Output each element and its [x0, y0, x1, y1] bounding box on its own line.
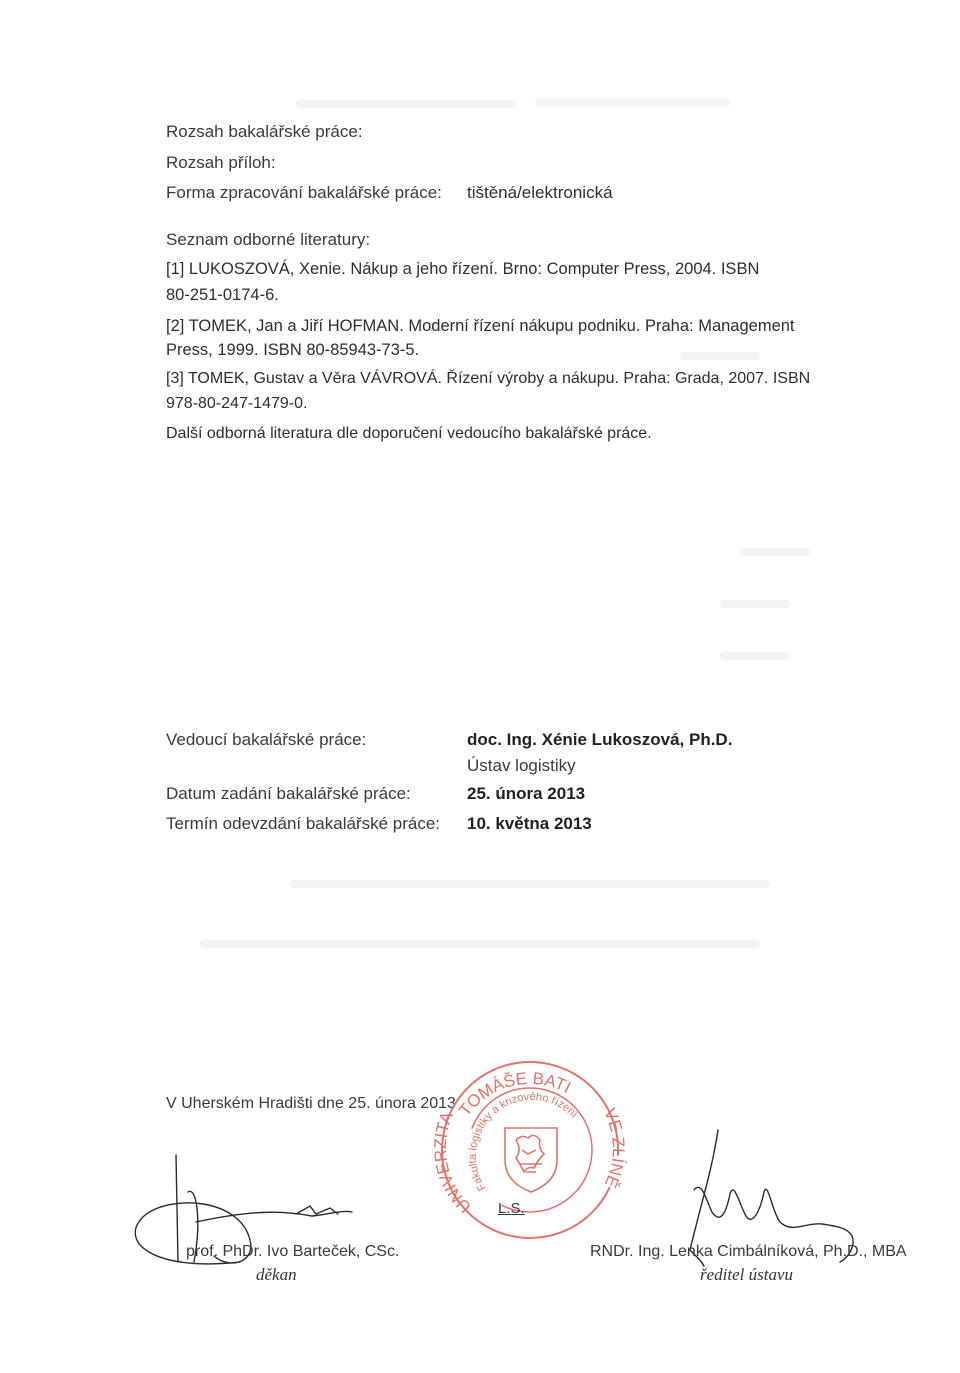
- literature-heading: Seznam odborné literatury:: [166, 230, 371, 249]
- place-date: V Uherském Hradišti dne 25. února 2013: [166, 1095, 456, 1112]
- reference-1-line-2: 80-251-0174-6.: [166, 286, 279, 304]
- reference-2-line-1: [2] TOMEK, Jan a Jiří HOFMAN. Moderní řízení nákupu podniku. Praha: Management: [166, 317, 795, 335]
- svg-text:TOMÁŠE BATI: TOMÁŠE BATI: [455, 1068, 575, 1120]
- ls-mark: L.S.: [498, 1200, 525, 1217]
- literature-note: Další odborná literatura dle doporučení vedoucího bakalářské práce.: [166, 425, 652, 442]
- reference-2-line-2: Press, 1999. ISBN 80-85943-73-5.: [166, 341, 420, 359]
- supervisor-department: Ústav logistiky: [467, 756, 576, 775]
- svg-text:Fakulta logistiky a krizového: Fakulta logistiky a krizového řízení: [466, 1090, 580, 1193]
- left-signature-stroke: [176, 1155, 178, 1262]
- svg-text:UNIVERZITA: UNIVERZITA: [430, 1109, 475, 1217]
- forma-label: Forma zpracování bakalářské práce:: [166, 183, 442, 202]
- supervisor-label: Vedoucí bakalářské práce:: [166, 730, 367, 749]
- dean-name: prof. PhDr. Ivo Barteček, CSc.: [186, 1243, 400, 1260]
- assigned-date-value: 25. února 2013: [467, 784, 586, 803]
- director-title: ředitel ústavu: [700, 1265, 794, 1284]
- rozsah-priloh-label: Rozsah příloh:: [166, 153, 276, 172]
- director-name: RNDr. Ing. Lenka Cimbálníková, Ph.D., MBA: [590, 1243, 907, 1260]
- due-date-label: Termín odevzdání bakalářské práce:: [166, 814, 441, 833]
- reference-1-line-1: [1] LUKOSZOVÁ, Xenie. Nákup a jeho řízení. Brno: Computer Press, 2004. ISBN: [166, 260, 760, 278]
- rozsah-prace-label: Rozsah bakalářské práce:: [166, 122, 363, 141]
- supervisor-name: doc. Ing. Xénie Lukoszová, Ph.D.: [467, 730, 733, 749]
- reference-3-line-1: [3] TOMEK, Gustav a Věra VÁVROVÁ. Řízení výroby a nákupu. Praha: Grada, 2007. ISBN: [166, 370, 811, 387]
- assigned-date-label: Datum zadání bakalářské práce:: [166, 784, 411, 803]
- forma-value: tištěná/elektronická: [467, 183, 613, 202]
- svg-text:VE ZLÍNĚ: VE ZLÍNĚ: [599, 1105, 628, 1191]
- due-date-value: 10. května 2013: [467, 814, 592, 833]
- reference-3-line-2: 978-80-247-1479-0.: [166, 395, 308, 412]
- dean-title: děkan: [256, 1265, 297, 1284]
